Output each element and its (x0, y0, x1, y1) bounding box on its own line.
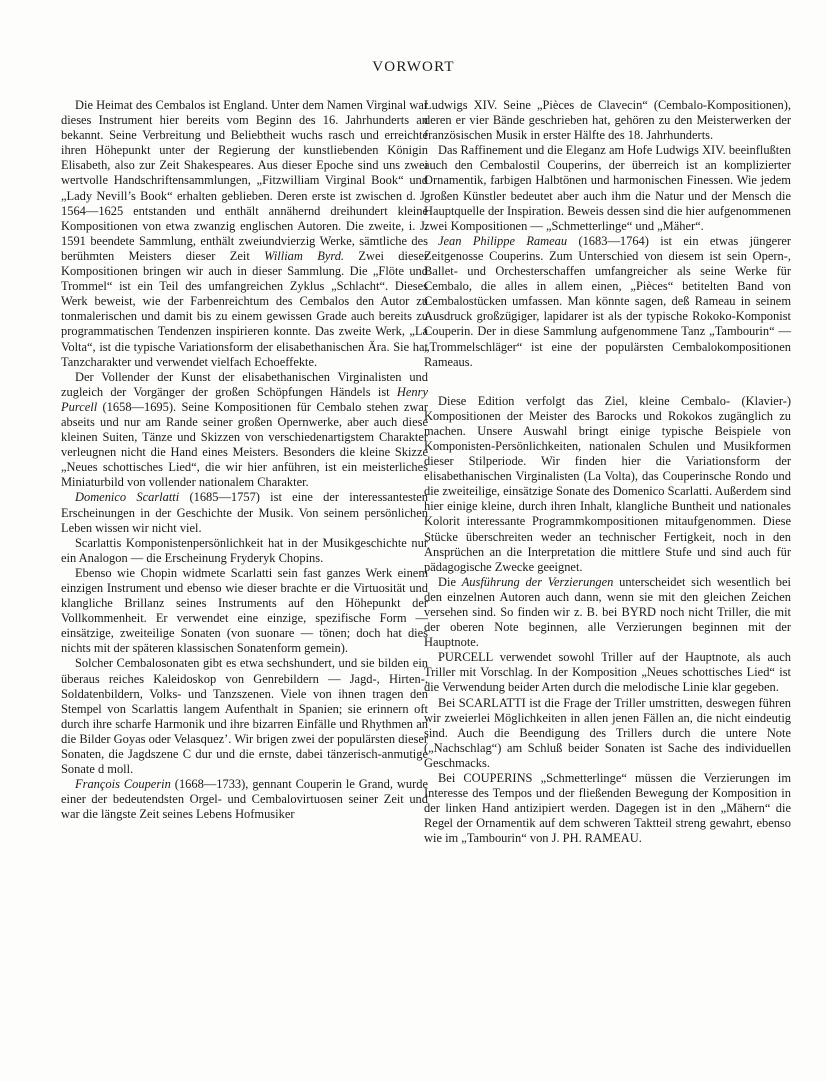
paragraph: Diese Edition verfolgt das Ziel, kleine Cembalo- (Klavier-) Kompositionen der Meister des Barocks und Rokokos zugänglich zu machen. Unsere Auswahl bringt einige typische Beispiele von Komponisten-Persönlichkeiten, nationalen Schulen und Musikformen dieser Stilperiode. Wir finden hier die Variationsform der elisabethanischen Virginalisten (La Volta), das Couperinsche Rondo und die zweiteilige, einsätzige Sonate des Domenico Scarlatti. Außerdem sind hier einige kleine, durch ihren Inhalt, klangliche Buntheit und nationales Kolorit interessante Programmkompositionen mitaufgenommen. Diese Stücke überschreiten weder an technischer Fertigkeit, noch in den Ansprüchen an die Interpretation die mittlere Stufe und sind auch für pädagogische Zwecke geeignet. (424, 393, 791, 574)
paragraph: Solcher Cembalosonaten gibt es etwa sechshundert, und sie bilden ein überaus reiches Kaleidoskop von Genrebildern — Jagd-, Hirten-, Soldatenbildern, Volks- und Tanzszenen. Viele von ihnen tragen den Stempel von Scarlattis langem Aufenthalt in Spanien; sie erinnern oft durch ihre scharfe Harmonik und ihre bizarren Einfälle und Rhythmen an die Bilder Goyas oder Velasquez’. Wir brigen zwei der populärsten dieser Sonaten, die Jagdszene C dur und die ernste, dabei tänzerisch-anmutige Sonate d moll. (61, 656, 428, 777)
paragraph: Jean Philippe Rameau (1683—1764) ist ein etwas jüngerer Zeitgenosse Couperins. Zum Unterschied von diesem ist sein Opern-, Ballet- und Orchesterschaffen umfangreicher als seine Werke für Cembalo, die alles in allem einen, „Pièces“ betitelten Band von Cembalostücken umfassen. Man könnte sagen, deß Rameau in seinem Ausdruck großzügiger, lapidarer ist als der typische Rokoko-Komponist Couperin. Der in diese Sammlung aufgenommene Tanz „Tambourin“ — „Trommelschläger“ ist eine der populärsten Cembalokompositionen Rameaus. (424, 233, 792, 369)
composer-name: Henry Purcell (61, 384, 428, 414)
paragraph: Ebenso wie Chopin widmete Scarlatti sein fast ganzes Werk einem einzigen Instrument und ebenso wie dieser brachte er die Virtuosität und klangliche Brillanz seines Instruments auf den Höhepunkt der Vollkommenheit. Er verwendet eine einzige, spezifische Form — einsätzige, zweiteilige Sonaten (von suonare — tönen; doch hat dies nichts mit der späteren klassischen Sonatenform gemein). (61, 565, 428, 656)
paragraph: Die Ausführung der Verzierungen unterscheidet sich wesentlich bei den einzelnen Autoren auch dann, wenn sie mit den gleichen Zeichen versehen sind. So finden wir z. B. bei BYRD noch nicht Triller, die mit der oberen Note beginnen, alle Verzierungen beginnen mit der Hauptnote. (424, 574, 791, 650)
composer-name: William Byrd. (264, 248, 345, 263)
paragraph: PURCELL verwendet sowohl Triller auf der Hauptnote, als auch Triller mit Vorschlag. In der Komposition „Neues schottisches Lied“ ist die Verwendung beider Arten durch die melodische Linie klar gegeben. (424, 650, 791, 695)
composer-name: Domenico Scarlatti (75, 490, 180, 505)
left-column (61, 98, 428, 823)
page-title: VORWORT (372, 59, 455, 75)
composer-name: Jean Philippe Rameau (438, 233, 568, 248)
paragraph: François Couperin (1668—1733), gennant Couperin le Grand, wurde einer der bedeutendsten Orgel- und Cembalovirtuosen seiner Zeit und war die längste Zeit seines Lebens Hofmusiker (61, 777, 428, 822)
paragraph: Der Vollender der Kunst der elisabethanischen Virginalisten und zugleich der Vorgänger der großen Schöpfungen Händels ist Henry Purcell (1658—1695). Seine Kompositionen für Cembalo stehen zwar abseits und nur am Rande seiner großen Opernwerke, aber auch diese kleinen Suiten, Tänze und Skizzen von verschiedenartigstem Charakter verleugnen nicht die Hand eines Meisters. Besonders die kleine Skizze „Neues schottisches Lied“, die wir hier anführen, ist ein meisterliches Miniaturbild von vollender nationalem Charakter. (61, 369, 428, 490)
paragraph: Scarlattis Komponistenpersönlichkeit hat in der Musikgeschichte nur ein Analogon — die Erscheinung Fryderyk Chopins. (61, 535, 428, 565)
paragraph: Die Heimat des Cembalos ist England. Unter dem Namen Virginal war dieses Instrument hier bereits vom Beginn des 16. Jahrhunderts an bekannt. Seine Verbreitung und Beliebtheit wuchs rasch und erreichte ihren Höhepunkt unter der Regierung der kunstliebenden Königin Elisabeth, also zur Zeit Shakespeares. Aus dieser Epoche sind uns zwei wertvolle Handschriftensammlungen, „Fitzwilliam Virginal Book“ und „Lady Nevill’s Book“ erhalten geblieben. Deren erste ist zwischen d. J. 1564—1625 entstanden und enthält annähernd dreihundert kleine Kompositionen von etwa zwanzig englischen Autoren. Die zweite, i. J. 1591 beendete Sammlung, enthält zweiundvierzig Werke, sämtliche des berühmten Meisters dieser Zeit William Byrd. Zwei dieser Kompositionen bringen wir auch in dieser Sammlung. Die „Flöte und Trommel“ ist ein Teil des umfangreichen Zyklus „Schlacht“. Dieses Werk beweist, wie der Farbenreichtum des Cembalos den Autor zu tonmalerischen und damit bis zu einem gewissen Grade auch bereits zu programmatischen Tendenzen inspirieren konnte. Das zweite Werk, „La Volta“, ist die typische Variationsform der elisabethanischen Ära. Sie hat Tanzcharakter und verwendet vielfach Echoeffekte. (61, 98, 429, 369)
paragraph: Das Raffinement und die Eleganz am Hofe Ludwigs XIV. beeinflußten auch den Cembalostil Couperins, der überreich ist an komplizierter Ornamentik, farbigen Halbtönen und harmonischen Finessen. Wie jedem großen Künstler bedeutet aber auch ihm die Natur und der Mensch die Hauptquelle der Inspiration. Beweis dessen sind die hier aufgenommenen zwei Kompositionen — „Schmetterlinge“ und „Mäher“. (424, 143, 791, 233)
right-column (424, 98, 791, 847)
paragraph: Domenico Scarlatti (1685—1757) ist eine der interessantesten Erscheinungen in der Geschichte der Musik. Von seinem persönlichen Leben wissen wir nicht viel. (61, 490, 428, 535)
section-term: Ausführung der Verzierungen (461, 574, 614, 589)
paragraph: Bei COUPERINS „Schmetterlinge“ müssen die Verzierungen im Interesse des Tempos und der fließenden Bewegung der Komposition in der linken Hand antizipiert werden. Dagegen ist in den „Mähern“ die Regel der Ornamentik auf dem schweren Taktteil streng gewahrt, ebenso wie im „Tambourin“ von J. PH. RAMEAU. (424, 771, 791, 846)
paragraph: Ludwigs XIV. Seine „Pièces de Clavecin“ (Cembalo-Kompositionen), deren er vier Bände geschrieben hat, gehören zu den Meisterwerken der französischen Musik in erster Hälfte des 18. Jahrhunderts. (424, 98, 791, 143)
composer-name: François Couperin (75, 777, 171, 792)
paragraph: Bei SCARLATTI ist die Frage der Triller umstritten, deswegen führen wir zweierlei Möglichkeiten in allen jenen Fällen an, die nicht eindeutig sind. Auch die Beendigung des Trillers durch die untere Note („Nachschlag“) am Schluß beider Sonaten ist Sache des individuellen Geschmacks. (424, 695, 791, 770)
